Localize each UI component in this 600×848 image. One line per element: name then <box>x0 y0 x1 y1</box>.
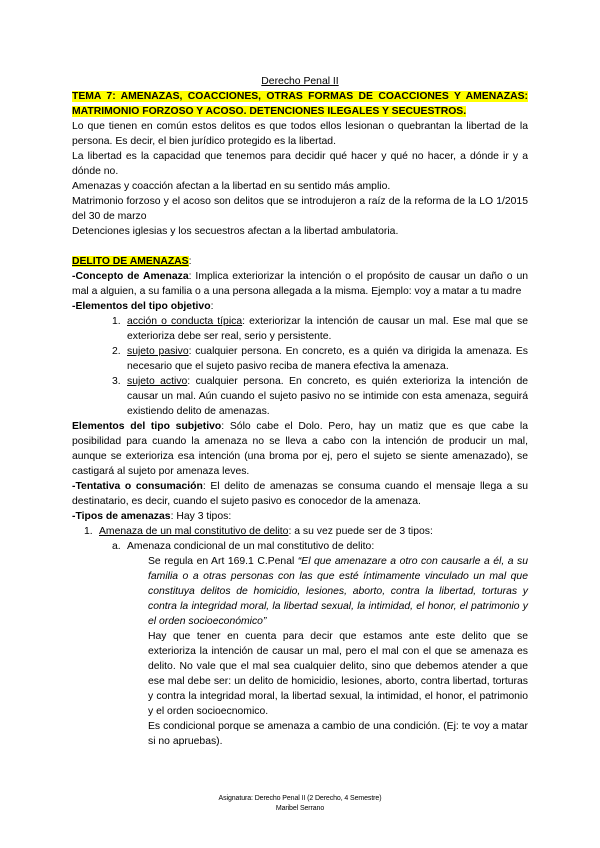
sub-a-paragraph-2: Hay que tener en cuenta para decir que estamos ante este delito que se exterioriza la intención de causar un mal, pero el mal con el que se amenaza es delito. No vale que el mal sea cualquier delito, sino que debemos atender a que ese mal debe ser: un delito de homicidio, lesiones, aborto, contra libertad, torturas y contra la integridad moral, la libertad sexual, la intimidad, el honor, el patrimonio y el orden socioecnomico. <box>148 631 528 717</box>
section-heading: DELITO DE AMENAZAS <box>72 256 189 267</box>
section-heading-suffix: : <box>188 256 192 267</box>
sub-a-paragraph-3: Es condicional porque se amenaza a cambio de una condición. (Ej: te voy a matar si no apruebas). <box>148 721 528 747</box>
subjetivo-text: : Sólo cabe el Dolo. Pero, hay un matiz que es que cabe la posibilidad para cuando la amenaza no se lleva a cabo con la intención de producir un mal, aunque se exterioriza esa intención (una broma por ej, pero el sujeto se siente amenazado), se castigará al sujeto por amenaza leves. <box>72 421 529 477</box>
intro-paragraph-4: Matrimonio forzoso y el acoso son delitos que se introdujeron a raíz de la reforma de la LO 1/2015 del 30 de marzo <box>72 196 528 222</box>
tipo-1-item <box>72 524 528 539</box>
item-term: sujeto pasivo <box>127 346 189 357</box>
objetivo-heading <box>72 299 528 314</box>
list-number: 2. <box>112 346 121 357</box>
objetivo-item-3 <box>72 374 528 419</box>
objetivo-item-2 <box>72 344 528 374</box>
item-text: : cualquier persona. En concreto, es a quién va dirigida la amenaza. Es necesario que el sujeto pasivo reciba de manera efectiva la amenaza. <box>127 346 528 372</box>
list-number: 1. <box>84 526 93 537</box>
sub-item-a <box>72 539 528 554</box>
concepto-text: : Implica exteriorizar la intención o el propósito de causar un daño o un mal a alguien, a su familia o a una persona allegada a la misma. Ejemplo: voy a matar a tu madre <box>72 271 528 297</box>
tentativa-paragraph <box>72 479 528 509</box>
page-footer <box>0 794 600 814</box>
item-text: : cualquier persona. En concreto, es quién exterioriza la intención de causar un mal. Aún cuando el sujeto pasivo no se intimide con esta amenaza, seguirá existiendo delito de amenazas. <box>127 376 528 417</box>
sub-a-p1-plain: Se regula en Art 169.1 C.Penal <box>148 556 298 567</box>
subjetivo-label: Elementos del tipo subjetivo <box>72 421 222 432</box>
item-term: acción o conducta típica <box>127 316 243 327</box>
subjetivo-paragraph <box>72 419 528 479</box>
tipos-label: -Tipos de amenazas <box>72 511 171 522</box>
concepto-paragraph <box>72 269 528 299</box>
page-header: Derecho Penal II <box>261 76 339 87</box>
intro-paragraph-5: Detenciones iglesias y los secuestros afectan a la libertad ambulatoria. <box>72 226 399 237</box>
footer-line-1: Asignatura: Derecho Penal II (2 Derecho, 4 Semestre) <box>218 795 382 802</box>
intro-paragraph-1: Lo que tienen en común estos delitos es que todos ellos lesionan o quebrantan la libertad de la persona. Es decir, el bien jurídico protegido es la libertad. <box>72 121 528 147</box>
tipo-1-term: Amenaza de un mal constitutivo de delito <box>99 526 289 537</box>
document-page <box>72 74 528 749</box>
sub-item-a-text: Amenaza condicional de un mal constitutivo de delito: <box>127 541 375 552</box>
list-letter: a. <box>112 541 121 552</box>
page-title <box>72 89 528 119</box>
item-term: sujeto activo <box>127 376 188 387</box>
list-number: 3. <box>112 376 121 387</box>
tipos-paragraph <box>72 509 528 524</box>
tipos-text: : Hay 3 tipos: <box>170 511 232 522</box>
concepto-label: -Concepto de Amenaza <box>72 271 189 282</box>
objetivo-suffix: : <box>210 301 214 312</box>
item-text: : exteriorizar la intención de causar un mal. Ese mal que se exterioriza debe ser real, serio y persistente. <box>127 316 528 342</box>
spacer <box>72 239 528 254</box>
tipo-1-text: : a su vez puede ser de 3 tipos: <box>288 526 433 537</box>
objetivo-label: -Elementos del tipo objetivo <box>72 301 211 312</box>
sub-a-p1-quote: “El que amenazare a otro con causarle a él, a su familia o a otras personas con las que esté íntimamente vinculado un mal que constituya delitos de homicidio, lesiones, aborto, contra la libertad, torturas y contra la integridad moral, la libertad sexual, la intimidad, el honor, el patrimonio y el orden socioeconómico” <box>148 556 528 627</box>
intro-paragraph-2: La libertad es la capacidad que tenemos para decidir qué hacer y qué no hacer, a dónde ir y a dónde no. <box>72 151 528 177</box>
intro-paragraph-3: Amenazas y coacción afectan a la libertad en su sentido más amplio. <box>72 181 391 192</box>
title-highlight: TEMA 7: AMENAZAS, COACCIONES, OTRAS FORMAS DE COACCIONES Y AMENAZAS: MATRIMONIO FORZOSO Y ACOSO. DETENCIONES ILEGALES Y SECUESTROS. <box>72 91 528 117</box>
section-heading-line <box>72 254 528 269</box>
footer-line-2: Maribel Serrano <box>275 805 325 812</box>
tentativa-label: -Tentativa o consumación <box>72 481 203 492</box>
sub-a-paragraph-1 <box>72 554 528 629</box>
list-number: 1. <box>112 316 121 327</box>
tentativa-text: : El delito de amenazas se consuma cuando el mensaje llega a su destinatario, es decir, cuando el sujeto pasivo es conocedor de la amenaza. <box>72 481 528 507</box>
objetivo-item-1 <box>72 314 528 344</box>
